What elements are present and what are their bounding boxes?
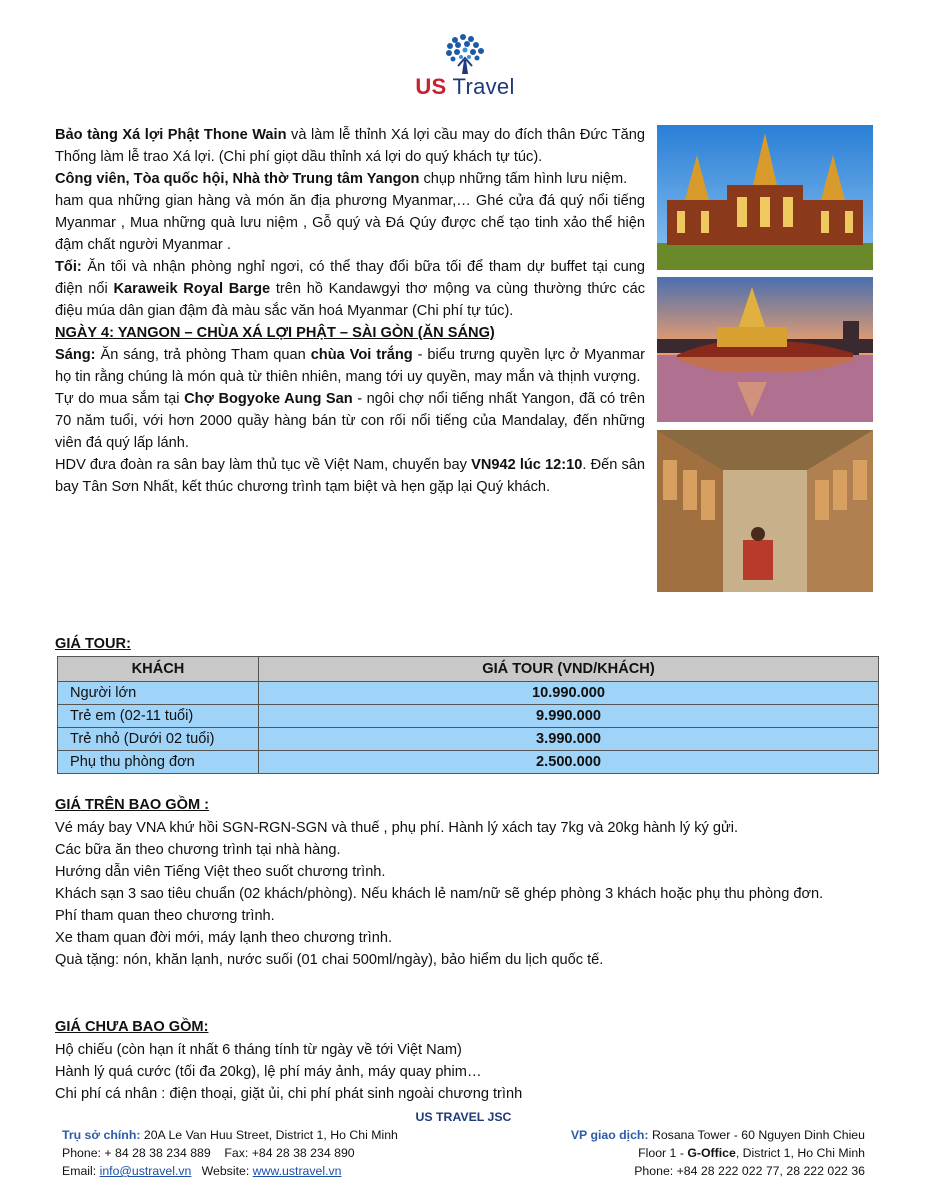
hq-address: Trụ sở chính: 20A Le Van Huu Street, District 1, Ho Chi Minh — [62, 1128, 398, 1142]
footer-head-office — [62, 1126, 398, 1180]
list-item: Hộ chiếu (còn hạn ít nhất 6 tháng tính từ ngày về tới Việt Nam) — [55, 1042, 462, 1058]
paragraph-evening: Tối: Ăn tối và nhận phòng nghỉ ngơi, có thể thay đổi bữa tối để tham dự buffet tại cung điện nổi Karaweik Royal Barge trên hồ Kandawgyi thơ mộng va cùng thường thức các điệu múa dân gian đậm đà màu sắc văn hoá Myanmar (Chi phí tự túc). — [55, 259, 645, 319]
list-item: Hành lý quá cước (tối đa 20kg), lệ phí máy ảnh, máy quay phim… — [55, 1064, 482, 1080]
office-floor: Floor 1 - G-Office, District 1, Ho Chi Minh — [638, 1146, 865, 1160]
includes-title: GIÁ TRÊN BAO GỒM : — [55, 797, 210, 813]
table-row — [58, 728, 879, 751]
table-header-row — [58, 657, 879, 682]
website-link[interactable]: www.ustravel.vn — [252, 1164, 342, 1178]
paragraph-museum: Bảo tàng Xá lợi Phật Thone Wain và làm lễ thỉnh Xá lợi cầu may do đích thân Đức Tăng Thống làm lễ trao Xá lợi. (Chi phí giọt dầu thỉnh xá lợi do quý khách tự túc). — [55, 127, 645, 165]
excludes-list — [55, 1039, 885, 1105]
list-item: Chi phí cá nhân : điện thoại, giặt ủi, chi phí phát sinh ngoài chương trình — [55, 1086, 523, 1102]
office-phone: Phone: +84 28 222 022 77, 28 222 022 36 — [634, 1164, 865, 1178]
table-row — [58, 682, 879, 705]
includes-list — [55, 817, 885, 971]
list-item: Hướng dẫn viên Tiếng Việt theo suốt chương trình. — [55, 864, 386, 880]
logo-wordmark: US Travel — [415, 74, 515, 99]
column-header-guest: KHÁCH — [58, 657, 259, 682]
paragraph-morning: Sáng: Ăn sáng, trả phòng Tham quan chùa Voi trắng - biểu trưng quyền lực ở Myanmar họ tin rằng chúng là món quà từ thiên nhiên, mang tới uy quyền, may mắn và thịnh vượng. — [55, 347, 645, 385]
price-cell: 10.990.000 — [259, 682, 879, 705]
paragraph-flight: HDV đưa đoàn ra sân bay làm thủ tục về Việt Nam, chuyến bay VN942 lúc 12:10. Đến sân bay Tân Sơn Nhất, kết thúc chương trình tạm biệt và hẹn gặp lại Quý khách. — [55, 457, 645, 495]
paragraph-shopping: Tự do mua sắm tại Chợ Bogyoke Aung San - ngôi chợ nổi tiếng nhất Yangon, đã có trên 70 năm tuổi, với hơn 2000 quầy hàng bán từ con rối nổi tiếng của Mandalay, đến những viên đá quý lấp lánh. — [55, 391, 645, 451]
guest-cell: Trẻ em (02-11 tuổi) — [58, 705, 259, 728]
paragraph-market: ham qua những gian hàng và món ăn địa phương Myanmar,… Ghé cửa đá quý nổi tiếng Myanmar , Mua những quà lưu niệm , Gỗ quý và Đá Qúy được chế tạo tinh xảo thể hiện đậm chất người Myanmar . — [55, 193, 645, 253]
hq-contact: Email: info@ustravel.vn Website: www.ustravel.vn — [62, 1164, 342, 1178]
guest-cell: Trẻ nhỏ (Dưới 02 tuổi) — [58, 728, 259, 751]
tree-logo-icon — [405, 30, 525, 76]
list-item: Các bữa ăn theo chương trình tại nhà hàng. — [55, 842, 341, 858]
footer — [0, 1108, 927, 1178]
price-cell: 3.990.000 — [259, 728, 879, 751]
office-address: VP giao dịch: Rosana Tower - 60 Nguyen Dinh Chieu — [570, 1128, 865, 1142]
paragraph-park: Công viên, Tòa quốc hội, Nhà thờ Trung tâm Yangon chụp những tấm hình lưu niệm. — [55, 171, 628, 187]
price-table — [57, 656, 879, 774]
list-item: Vé máy bay VNA khứ hồi SGN-RGN-SGN và thuế , phụ phí. Hành lý xách tay 7kg và 20kg hành lý ký gửi. — [55, 820, 739, 836]
guest-cell: Phụ thu phòng đơn — [58, 751, 259, 774]
itinerary-text — [55, 124, 645, 498]
excludes-title: GIÁ CHƯA BAO GỒM: — [55, 1019, 209, 1035]
price-cell: 2.500.000 — [259, 751, 879, 774]
list-item: Phí tham quan theo chương trình. — [55, 908, 275, 924]
guest-cell: Người lớn — [58, 682, 259, 705]
price-title: GIÁ TOUR: — [55, 636, 131, 652]
company-name: US TRAVEL JSC — [415, 1110, 512, 1124]
price-cell: 9.990.000 — [259, 705, 879, 728]
table-row — [58, 751, 879, 774]
list-item: Khách sạn 3 sao tiêu chuẩn (02 khách/phòng). Nếu khách lẻ nam/nữ sẽ ghép phòng 3 khách hoặc phụ thu phòng đơn. — [55, 886, 824, 902]
pagoda-photo — [657, 125, 873, 270]
day4-heading: NGÀY 4: YANGON – CHÙA XÁ LỢI PHẬT – SÀI GÒN (ĂN SÁNG) — [55, 325, 495, 341]
footer-branch-office — [571, 1126, 865, 1180]
bogyoke-market-photo — [657, 430, 873, 592]
table-row — [58, 705, 879, 728]
us-travel-logo — [405, 30, 525, 100]
email-link[interactable]: info@ustravel.vn — [99, 1164, 192, 1178]
list-item: Quà tặng: nón, khăn lạnh, nước suối (01 chai 500ml/ngày), bảo hiểm du lịch quốc tế. — [55, 952, 604, 968]
hq-phone: Phone: + 84 28 38 234 889 Fax: +84 28 38 234 890 — [62, 1146, 355, 1160]
list-item: Xe tham quan đời mới, máy lạnh theo chương trình. — [55, 930, 393, 946]
karaweik-barge-photo — [657, 277, 873, 422]
column-header-price: GIÁ TOUR (VND/KHÁCH) — [259, 657, 879, 682]
